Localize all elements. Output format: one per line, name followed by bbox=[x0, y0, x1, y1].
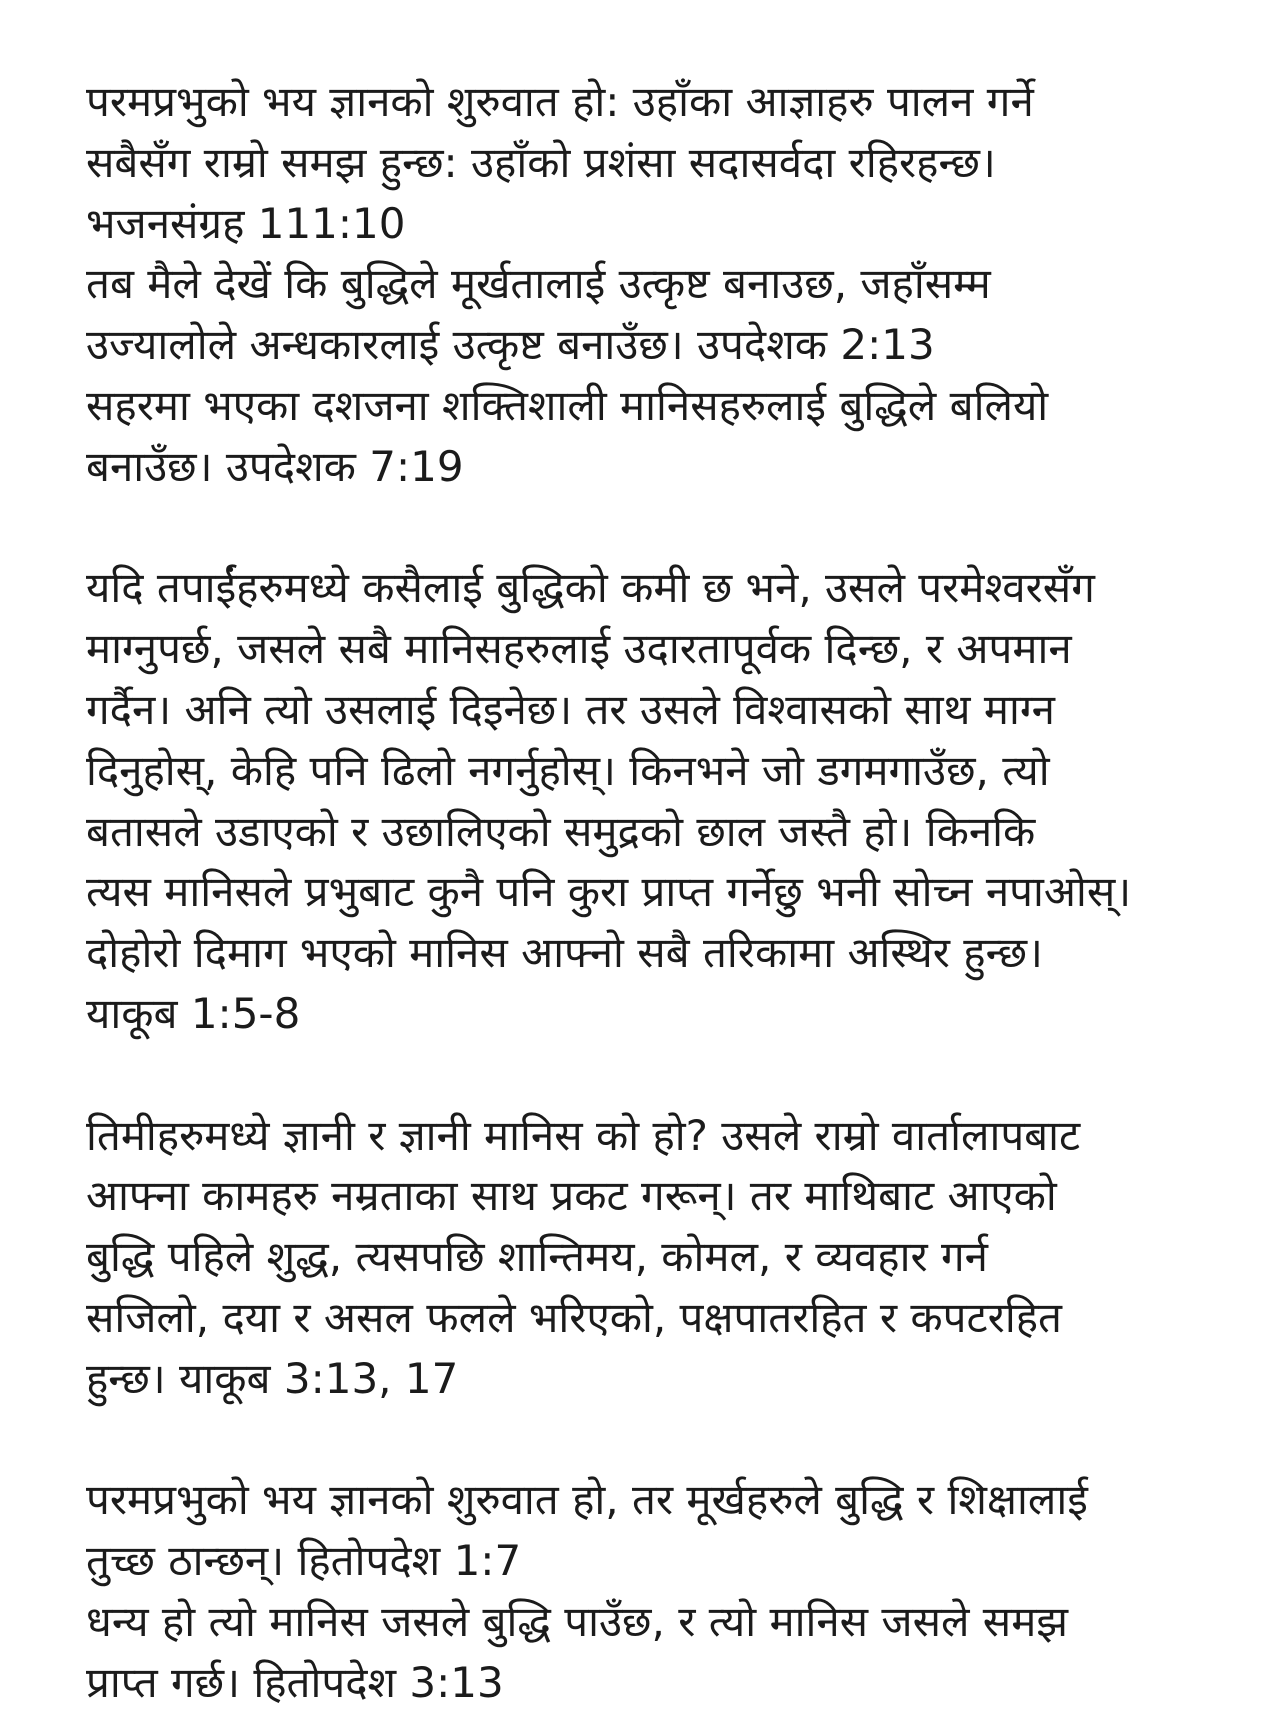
text-line: तिमीहरुमध्ये ज्ञानी र ज्ञानी मानिस को हो? उसले राम्रो वार्तालापबाट bbox=[86, 1110, 1081, 1160]
text-line: सहरमा भएका दशजना शक्तिशाली मानिसहरुलाई बुद्धिले बलियो bbox=[86, 380, 1049, 430]
text-line: गर्दैन। अनि त्यो उसलाई दिइनेछ। तर उसले विश्वासको साथ माग्न bbox=[86, 684, 1055, 734]
text-line: उज्यालोले अन्धकारलाई उत्कृष्ट बनाउँछ। उपदेशक 2:13 bbox=[86, 320, 935, 370]
verse-block-james-1 bbox=[86, 558, 1216, 1044]
text-line: भजनसंग्रह 111:10 bbox=[86, 198, 406, 248]
verse-block-wisdom-fear-of-lord bbox=[86, 72, 1216, 498]
text-line: बनाउँछ। उपदेशक 7:19 bbox=[86, 441, 464, 491]
text-line: त्यस मानिसले प्रभुबाट कुनै पनि कुरा प्राप्त गर्नेछु भनी सोच्न नपाओस्। bbox=[86, 867, 1132, 917]
text-line: याकूब 1:5-8 bbox=[86, 988, 301, 1038]
text-line: आफ्ना कामहरु नम्रताका साथ प्रकट गरून्। तर माथिबाट आएको bbox=[86, 1171, 1057, 1221]
text-line: तुच्छ ठान्छन्। हितोपदेश 1:7 bbox=[86, 1536, 522, 1586]
text-line: परमप्रभुको भय ज्ञानको शुरुवात हो, तर मूर्खहरुले बुद्धि र शिक्षालाई bbox=[86, 1475, 1088, 1525]
text-line: बतासले उडाएको र उछालिएको समुद्रको छाल जस्तै हो। किनकि bbox=[86, 806, 1036, 856]
paragraph-spacer bbox=[86, 1045, 1216, 1106]
text-line: सबैसँग राम्रो समझ हुन्छ: उहाँको प्रशंसा सदासर्वदा रहिरहन्छ। bbox=[86, 137, 996, 187]
text-line: यदि तपाईंहरुमध्ये कसैलाई बुद्धिको कमी छ भने, उसले परमेश्वरसँग bbox=[86, 563, 1095, 613]
text-line: परमप्रभुको भय ज्ञानको शुरुवात हो: उहाँका आज्ञाहरु पालन गर्ने bbox=[86, 77, 1034, 126]
paragraph-spacer bbox=[86, 498, 1216, 559]
verse-block-proverbs bbox=[86, 1470, 1216, 1713]
text-line: माग्नुपर्छ, जसले सबै मानिसहरुलाई उदारतापूर्वक दिन्छ, र अपमान bbox=[86, 624, 1072, 674]
text-line: तब मैले देखें कि बुद्धिले मूर्खतालाई उत्कृष्ट बनाउछ, जहाँसम्म bbox=[86, 259, 991, 309]
text-line: हुन्छ। याकूब 3:13, 17 bbox=[86, 1353, 459, 1403]
text-line: प्राप्त गर्छ। हितोपदेश 3:13 bbox=[86, 1657, 504, 1707]
text-line: दोहोरो दिमाग भएको मानिस आफ्नो सबै तरिकामा अस्थिर हुन्छ। bbox=[86, 928, 1043, 978]
text-line: बुद्धि पहिले शुद्ध, त्यसपछि शान्तिमय, कोमल, र व्यवहार गर्न bbox=[86, 1232, 988, 1282]
verse-block-james-3 bbox=[86, 1106, 1216, 1410]
document-page bbox=[86, 72, 1216, 1714]
text-line: धन्य हो त्यो मानिस जसले बुद्धि पाउँछ, र त्यो मानिस जसले समझ bbox=[86, 1596, 1069, 1646]
text-line: दिनुहोस्, केहि पनि ढिलो नगर्नुहोस्। किनभने जो डगमगाउँछ, त्यो bbox=[86, 745, 1050, 795]
paragraph-spacer bbox=[86, 1410, 1216, 1471]
text-line: सजिलो, दया र असल फलले भरिएको, पक्षपातरहित र कपटरहित bbox=[86, 1292, 1062, 1342]
